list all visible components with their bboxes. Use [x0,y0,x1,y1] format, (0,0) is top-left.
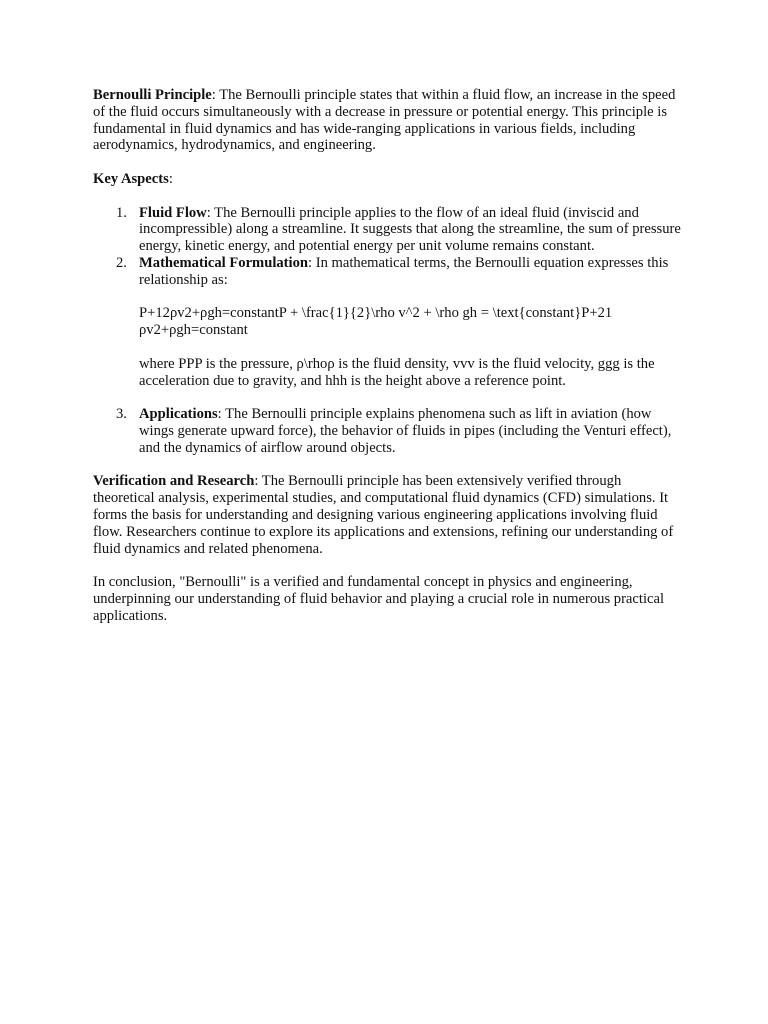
list-item-text: : The Bernoulli principle explains phenomena such as lift in aviation (how wings generate upward force), the behavior of fluids in pipes (including the Venturi effect), and the dynamics of airflow around objects. [139,406,672,456]
key-aspects-heading [93,171,685,188]
verification-text: : The Bernoulli principle has been extensively verified through theoretical analysis, experimental studies, and computational fluid dynamics (CFD) simulations. It forms the basis for understanding and designing various engineering applications involving fluid flow. Researchers continue to explore its applications and extensions, refining our understanding of fluid dynamics and related phenomena. [93,473,674,557]
intro-paragraph [93,87,685,154]
list-number: 2. [116,254,127,271]
verification-paragraph [93,473,685,557]
intro-text: : The Bernoulli principle states that within a fluid flow, an increase in the speed of the fluid occurs simultaneously with a decrease in pressure or potential energy. This principle is fundamental in fluid dynamics and has wide-ranging applications in various fields, including aerodynamics, hydrodynamics, and engineering. [93,87,676,154]
key-aspects-list [93,205,685,457]
list-item-text: : The Bernoulli principle applies to the flow of an ideal fluid (inviscid and incompressible) along a streamline. It suggests that along the streamline, the sum of pressure energy, kinetic energy, and potential energy per unit volume remains constant. [139,204,681,255]
list-item-applications [93,406,685,456]
list-item-mathematical-formulation [93,255,685,389]
list-number: 3. [116,406,127,423]
document-page [93,87,685,625]
bernoulli-equation: P+12ρv2+ρgh=constantP + \frac{1}{2}\rho v^2 + \rho gh = \text{constant}P+21 ρv2+ρgh=constant [139,305,613,339]
list-number: 1. [116,204,127,221]
list-item-term: Fluid Flow [139,204,207,221]
equation-variables-description: where PPP is the pressure, ρ\rhoρ is the fluid density, vvv is the fluid velocity, ggg is the acceleration due to gravity, and hhh is the height above a reference point. [139,355,655,389]
list-item-term: Applications [139,406,218,423]
list-item-text: : In mathematical terms, the Bernoulli equation expresses this relationship as: [139,254,669,288]
list-item-fluid-flow [93,205,685,255]
intro-term: Bernoulli Principle [93,87,212,103]
key-aspects-colon: : [168,170,173,187]
verification-term: Verification and Research [93,473,255,490]
conclusion-paragraph: In conclusion, "Bernoulli" is a verified and fundamental concept in physics and engineering, underpinning our understanding of fluid behavior and playing a crucial role in numerous practical applications. [93,574,665,624]
key-aspects-label: Key Aspects [93,170,169,187]
list-item-term: Mathematical Formulation [139,254,309,271]
